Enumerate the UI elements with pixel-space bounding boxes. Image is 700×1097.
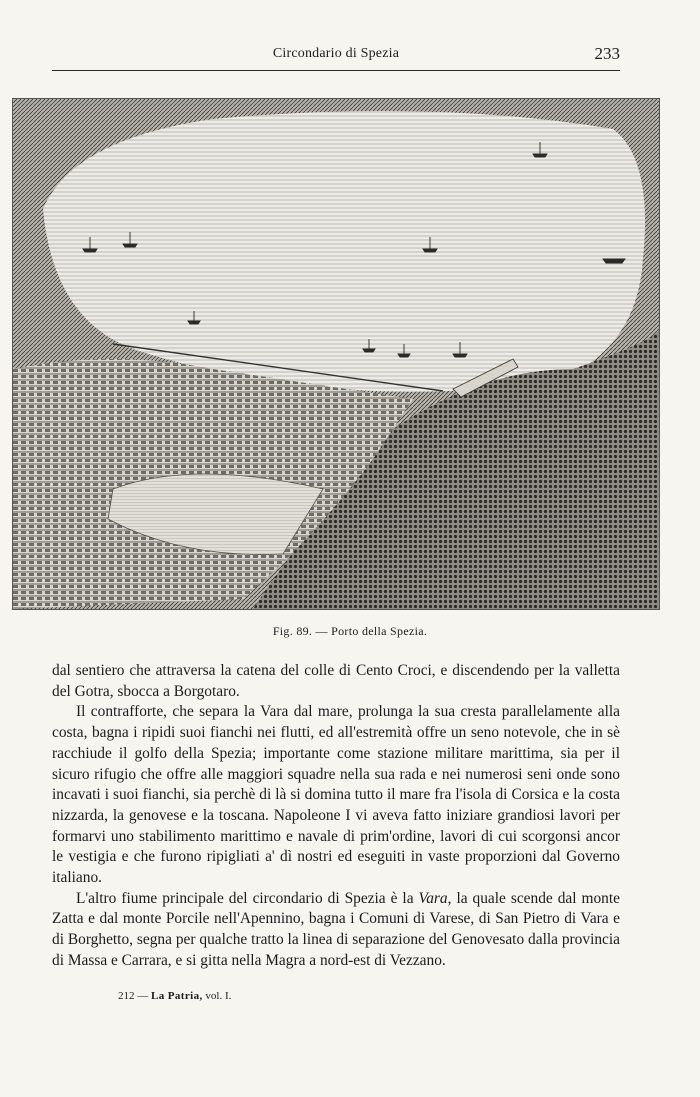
- paragraph-3-part-1: L'altro fiume principale del circondario di Spezia è la: [76, 889, 419, 907]
- signature-line: [118, 990, 231, 1002]
- engraving-illustration: [12, 98, 660, 610]
- signature-number: 212 —: [118, 990, 149, 1002]
- paragraph-3-italic: Vara: [418, 889, 448, 907]
- figure-caption: Fig. 89. — Porto della Spezia.: [272, 624, 428, 638]
- running-title: Circondario di Spezia: [272, 46, 400, 61]
- volume-label: vol. I.: [205, 990, 232, 1002]
- harbor-engraving: [13, 99, 659, 609]
- paragraph-3: [52, 889, 620, 972]
- work-title: La Patria,: [151, 990, 203, 1002]
- running-header: [52, 46, 620, 71]
- body-text: [52, 661, 620, 972]
- paragraph-3-part-2: , la quale scende dal monte Zatta e dal monte Porcile nell'Apennino, bagna i Comuni di Varese, di San Pietro di Vara e di Borghetto, segna per qualche tratto la linea di separazione del Genovesato dalla provincia di Massa e Carrara, e si gitta nella Magra a nord-est di Vezzano.: [52, 889, 620, 969]
- paragraph-2: Il contrafforte, che separa la Vara dal mare, prolunga la sua cresta parallelamente alla costa, bagna i ripidi suoi fianchi nei flutti, ed all'estremità offre un seno notevole, che in sè racchiude il golfo della Spezia; importante come stazione militare marittima, sia per il sicuro rifugio che offre alle maggiori squadre nella sua rada e nei numerosi seni onde sono incavati i suoi fianchi, sia perchè di là si domina tutto il mare fra l'isola di Corsica e la costa nizzarda, la genovese e la toscana. Napoleone I vi aveva fatto iniziare grandiosi lavori per formarvi uno stabilimento marittimo e navale di prim'ordine, lavori di cui scorgonsi ancor le vestigia e che furono ripigliati a' dì nostri ed eseguiti in vaste proporzioni dal Governo italiano.: [52, 703, 620, 887]
- page-number: 233: [594, 44, 620, 63]
- paragraph-1: dal sentiero che attraversa la catena del colle di Cento Croci, e discendendo per la valletta del Gotra, sbocca a Borgotaro.: [52, 662, 620, 700]
